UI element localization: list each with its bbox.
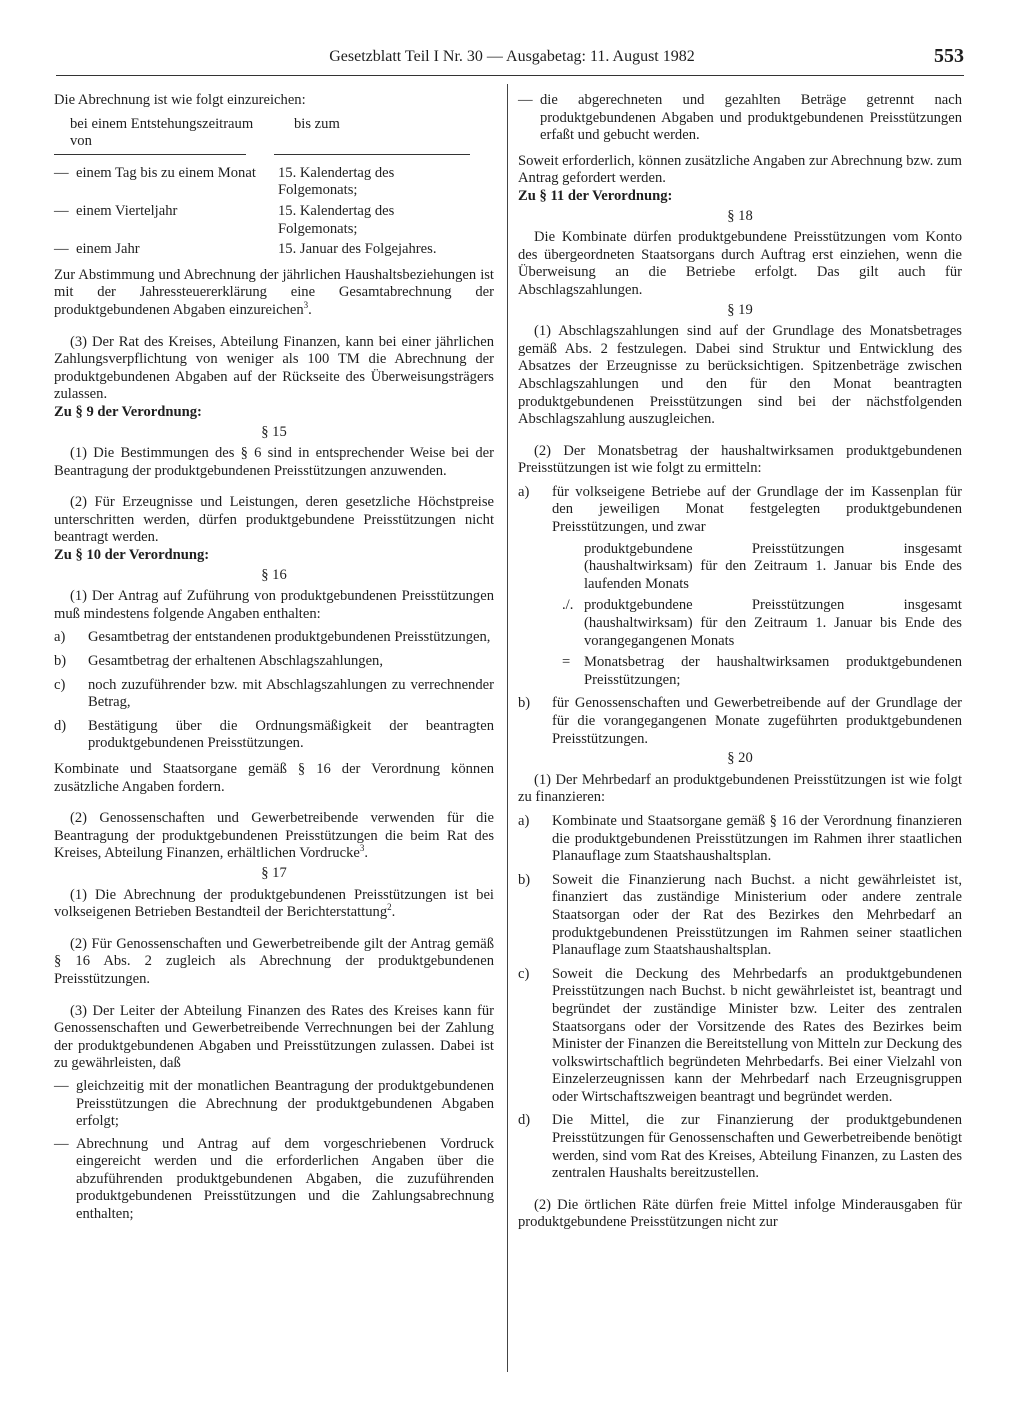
- table-head-period: bei einem Entstehungszeitraum von: [70, 115, 254, 150]
- section-20-p2: (2) Die örtlichen Räte dürfen freie Mittel infolge Minderausgaben für produktgebundene Preisstützungen nicht zur: [518, 1196, 962, 1231]
- section-17-heading: § 17: [261, 864, 287, 881]
- list-item: d) Die Mittel, die zur Finanzierung der produktgebundenen Preisstützungen für Genossenschaften und Gewerbetreibende benötigt werden, sind vom Rat des Kreises, Abteilung Finanzen, zu Lasten des zentralen Haushalts bereitzustellen.: [518, 1112, 962, 1182]
- paragraph-soweit: Soweit erforderlich, können zusätzliche Angaben zur Abrechnung bzw. zum Antrag gefordert werden.: [518, 152, 963, 187]
- calc-line: ./. produktgebundene Preisstützungen insgesamt (haushaltwirksam) für den Zeitraum 1. Januar bis Ende des vorangegangenen Monats: [562, 597, 962, 649]
- list-item: b) Soweit die Finanzierung nach Buchst. a nicht gewährleistet ist, finanziert das zuständige Ministerium oder andere zentrale Staatsorgan oder der Rat des Bezirkes den Mehrbedarf an produktgebundenen Preisstützungen im Rahmen seiner staatlichen Planauflage zum Staatshaushaltsplan.: [518, 871, 962, 959]
- list-item: — Abrechnung und Antrag auf dem vorgeschriebenen Vordruck eingereicht werden und die erforderlichen Angaben über die abzuführenden produktgebundenen Abgaben, die zuzuführenden produktgebundenen Preisstützungen und die Zahlungsabrechnung enthalten;: [54, 1135, 494, 1223]
- row-period: einem Vierteljahr: [76, 202, 178, 219]
- section-19-p2: (2) Der Monatsbetrag der haushaltwirksamen produktgebundenen Preisstützungen ist wie folgt zu ermitteln:: [518, 442, 962, 477]
- paragraph-3-rat: (3) Der Rat des Kreises, Abteilung Finanzen, kann bei einer jährlichen Zahlungsverpflichtung von weniger als 100 TM die Abrechnung der produktgebundenen Abgaben auf der Rückseite des Überweisungsträgers zulassen.: [54, 333, 494, 403]
- footnote-ref: 3: [303, 300, 309, 311]
- calc-line: = Monatsbetrag der haushaltwirksamen produktgebundenen Preisstützungen;: [562, 654, 962, 688]
- right-column: [518, 92, 962, 1232]
- list-item: a) Kombinate und Staatsorgane gemäß § 16 der Verordnung finanzieren die produktgebundenen Preisstützungen im Rahmen ihrer staatlichen Planauflage zum Staatshaushaltsplan.: [518, 812, 962, 865]
- section-15-p2: (2) Für Erzeugnisse und Leistungen, deren gesetzliche Höchstpreise unterschritten werden, dürfen produktgebundene Preisstützungen nicht beantragt werden.: [54, 494, 494, 546]
- page-header: [56, 45, 968, 72]
- section-18-heading: § 18: [727, 207, 753, 224]
- paragraph-abstimmung: Zur Abstimmung und Abrechnung der jährlichen Haushaltsbeziehungen ist mit der Jahressteuererklärung eine Gesamtabrechnung der produktgebundenen Abgaben einzureichen$^3$.: [54, 266, 494, 318]
- intro-text: Die Abrechnung ist wie folgt einzureichen:: [54, 92, 306, 108]
- section-19-heading: § 19: [727, 301, 753, 318]
- footnote-ref: 2: [387, 902, 392, 913]
- row-period: einem Tag bis zu einem Monat: [76, 164, 256, 181]
- section-16-kombinate: Kombinate und Staatsorgane gemäß § 16 der Verordnung können zusätzliche Angaben fordern.: [54, 761, 494, 795]
- row-dash: —: [54, 164, 69, 181]
- section-17-p1: (1) Die Abrechnung der produktgebundenen Preisstützungen ist bei volkseigenen Betrieben Bestandteil der Berichterstattung$^2$.: [54, 886, 494, 921]
- list-item: b) für Genossenschaften und Gewerbetreibende auf der Grundlage der für die vorangegangenen Monate zugeführten produktgebundenen Preisstützungen.: [518, 695, 962, 747]
- list-item: b) Gesamtbetrag der erhaltenen Abschlagszahlungen,: [54, 653, 384, 670]
- subheading-par11: Zu § 11 der Verordnung:: [518, 187, 673, 204]
- table-row: [54, 203, 494, 238]
- table-head-rules: [54, 154, 494, 155]
- section-17-p2: (2) Für Genossenschaften und Gewerbetreibende gilt der Antrag gemäß § 16 Abs. 2 zugleich als Abrechnung der produktgebundenen Preisstützungen.: [54, 935, 494, 987]
- header-rule: [56, 75, 964, 76]
- list-item: a) für volkseigene Betriebe auf der Grundlage der im Kassenplan für den jeweiligen Monat festgelegten produktgebundenen Preisstützungen, und zwar: [518, 483, 962, 536]
- list-item: — gleichzeitig mit der monatlichen Beantragung der produktgebundenen Preisstützungen die Abrechnung der produktgebundenen Abgaben erfolgt;: [54, 1077, 494, 1130]
- list-item: c) noch zuzuführender bzw. mit Abschlagszahlungen zu verrechnender Betrag,: [54, 676, 494, 711]
- section-18-p: Die Kombinate dürfen produktgebundene Preisstützungen vom Konto des übergeordneten Staatsorgans durch Auftrag erst einziehen, wenn die Überweisung an die Betriebe erfolgt. Das gilt auch für Abschlagszahlungen.: [518, 229, 962, 298]
- list-item: d) Bestätigung über die Ordnungsmäßigkeit der beantragten produktgebundenen Preisstützungen.: [54, 717, 494, 752]
- row-period: einem Jahr: [76, 241, 140, 258]
- row-dash: —: [54, 241, 69, 258]
- section-20-p1: (1) Der Mehrbedarf an produktgebundenen Preisstützungen ist wie folgt zu finanzieren:: [518, 771, 962, 806]
- row-deadline: 15. Kalendertag des Folgemonats;: [278, 202, 395, 237]
- column-divider: [507, 84, 508, 1372]
- table-row: [54, 241, 494, 259]
- section-19-p1: (1) Abschlagszahlungen sind auf der Grundlage des Monatsbetrages gemäß Abs. 2 festzulegen. Dabei sind Struktur und Entwicklung des Absatzes der Erzeugnisse zu berücksichtigen. Spitzenbeträge zwischen Abschlagszahlungen und den für den Monat beantragten produktgebundenen Preisstützungen sind bei der nächstfolgenden Abschlagszahlung auszugleichen.: [518, 323, 962, 428]
- list-item: a) Gesamtbetrag der entstandenen produktgebundenen Preisstützungen,: [54, 629, 491, 646]
- section-16-p1: (1) Der Antrag auf Zuführung von produktgebundenen Preisstützungen muß mindestens folgende Angaben enthalten:: [54, 588, 494, 622]
- table-row: [54, 165, 494, 200]
- calc-line: produktgebundene Preisstützungen insgesamt (haushaltwirksam) für den Zeitraum 1. Januar bis Ende des laufenden Monats: [584, 540, 962, 592]
- header-title: Gesetzblatt Teil I Nr. 30 — Ausgabetag: 11. August 1982: [329, 48, 695, 65]
- section-20-heading: § 20: [727, 750, 753, 767]
- calculation-block: [518, 541, 962, 690]
- list-item: — die abgerechneten und gezahlten Beträge getrennt nach produktgebundenen Abgaben und produktgebundenen Preisstützungen erfaßt und gebucht werden.: [518, 92, 962, 144]
- section-16-heading: § 16: [261, 566, 287, 583]
- section-16-p2: (2) Genossenschaften und Gewerbetreibende verwenden für die Beantragung der produktgebundenen Preisstützungen die beim Rat des Kreises, Abteilung Finanzen, erhältlichen Vordrucke$^3$.: [54, 810, 494, 862]
- section-15-heading: § 15: [261, 423, 287, 440]
- row-deadline: 15. Kalendertag des Folgemonats;: [278, 164, 395, 199]
- footnote-ref: 3: [359, 843, 365, 854]
- table-head-deadline: bis zum: [294, 115, 340, 132]
- section-15-p1: (1) Die Bestimmungen des § 6 sind in entsprechender Weise bei der Beantragung der produktgebundenen Preisstützungen anzuwenden.: [54, 445, 494, 479]
- subheading-par9: Zu § 9 der Verordnung:: [54, 403, 202, 420]
- list-item: c) Soweit die Deckung des Mehrbedarfs an produktgebundenen Preisstützungen nach Buchst. b nicht gewährleistet ist, beantragt und begründet der zuständige Minister bzw. Leiter des zentralen Staatsorgans oder der Vorsitzende des Rates des Bezirkes beim Minister der Finanzen die Bereitstellung von Mitteln zur Deckung des volkswirtschaftlich begründeten Mehrbedarfs. Bei einer Vielzahl von Einzelerzeugnissen kann der Mehrbedarf nach Erzeugnisgruppen oder Wirtschaftszweigen beantragt und begründet werden.: [518, 965, 962, 1105]
- row-deadline: 15. Januar des Folgejahres.: [278, 241, 437, 258]
- deadline-table: [54, 116, 494, 259]
- section-17-p3: (3) Der Leiter der Abteilung Finanzen des Rates des Kreises kann für Genossenschaften und Gewerbetreibende Verrechnungen bei der Zahlung der produktgebundenen Abgaben und Preisstützungen zulassen. Dabei ist zu gewährleisten, daß: [54, 1002, 494, 1072]
- page-number: 553: [934, 45, 964, 67]
- row-dash: —: [54, 202, 69, 219]
- subheading-par10: Zu § 10 der Verordnung:: [54, 547, 210, 564]
- left-column: [54, 92, 494, 1224]
